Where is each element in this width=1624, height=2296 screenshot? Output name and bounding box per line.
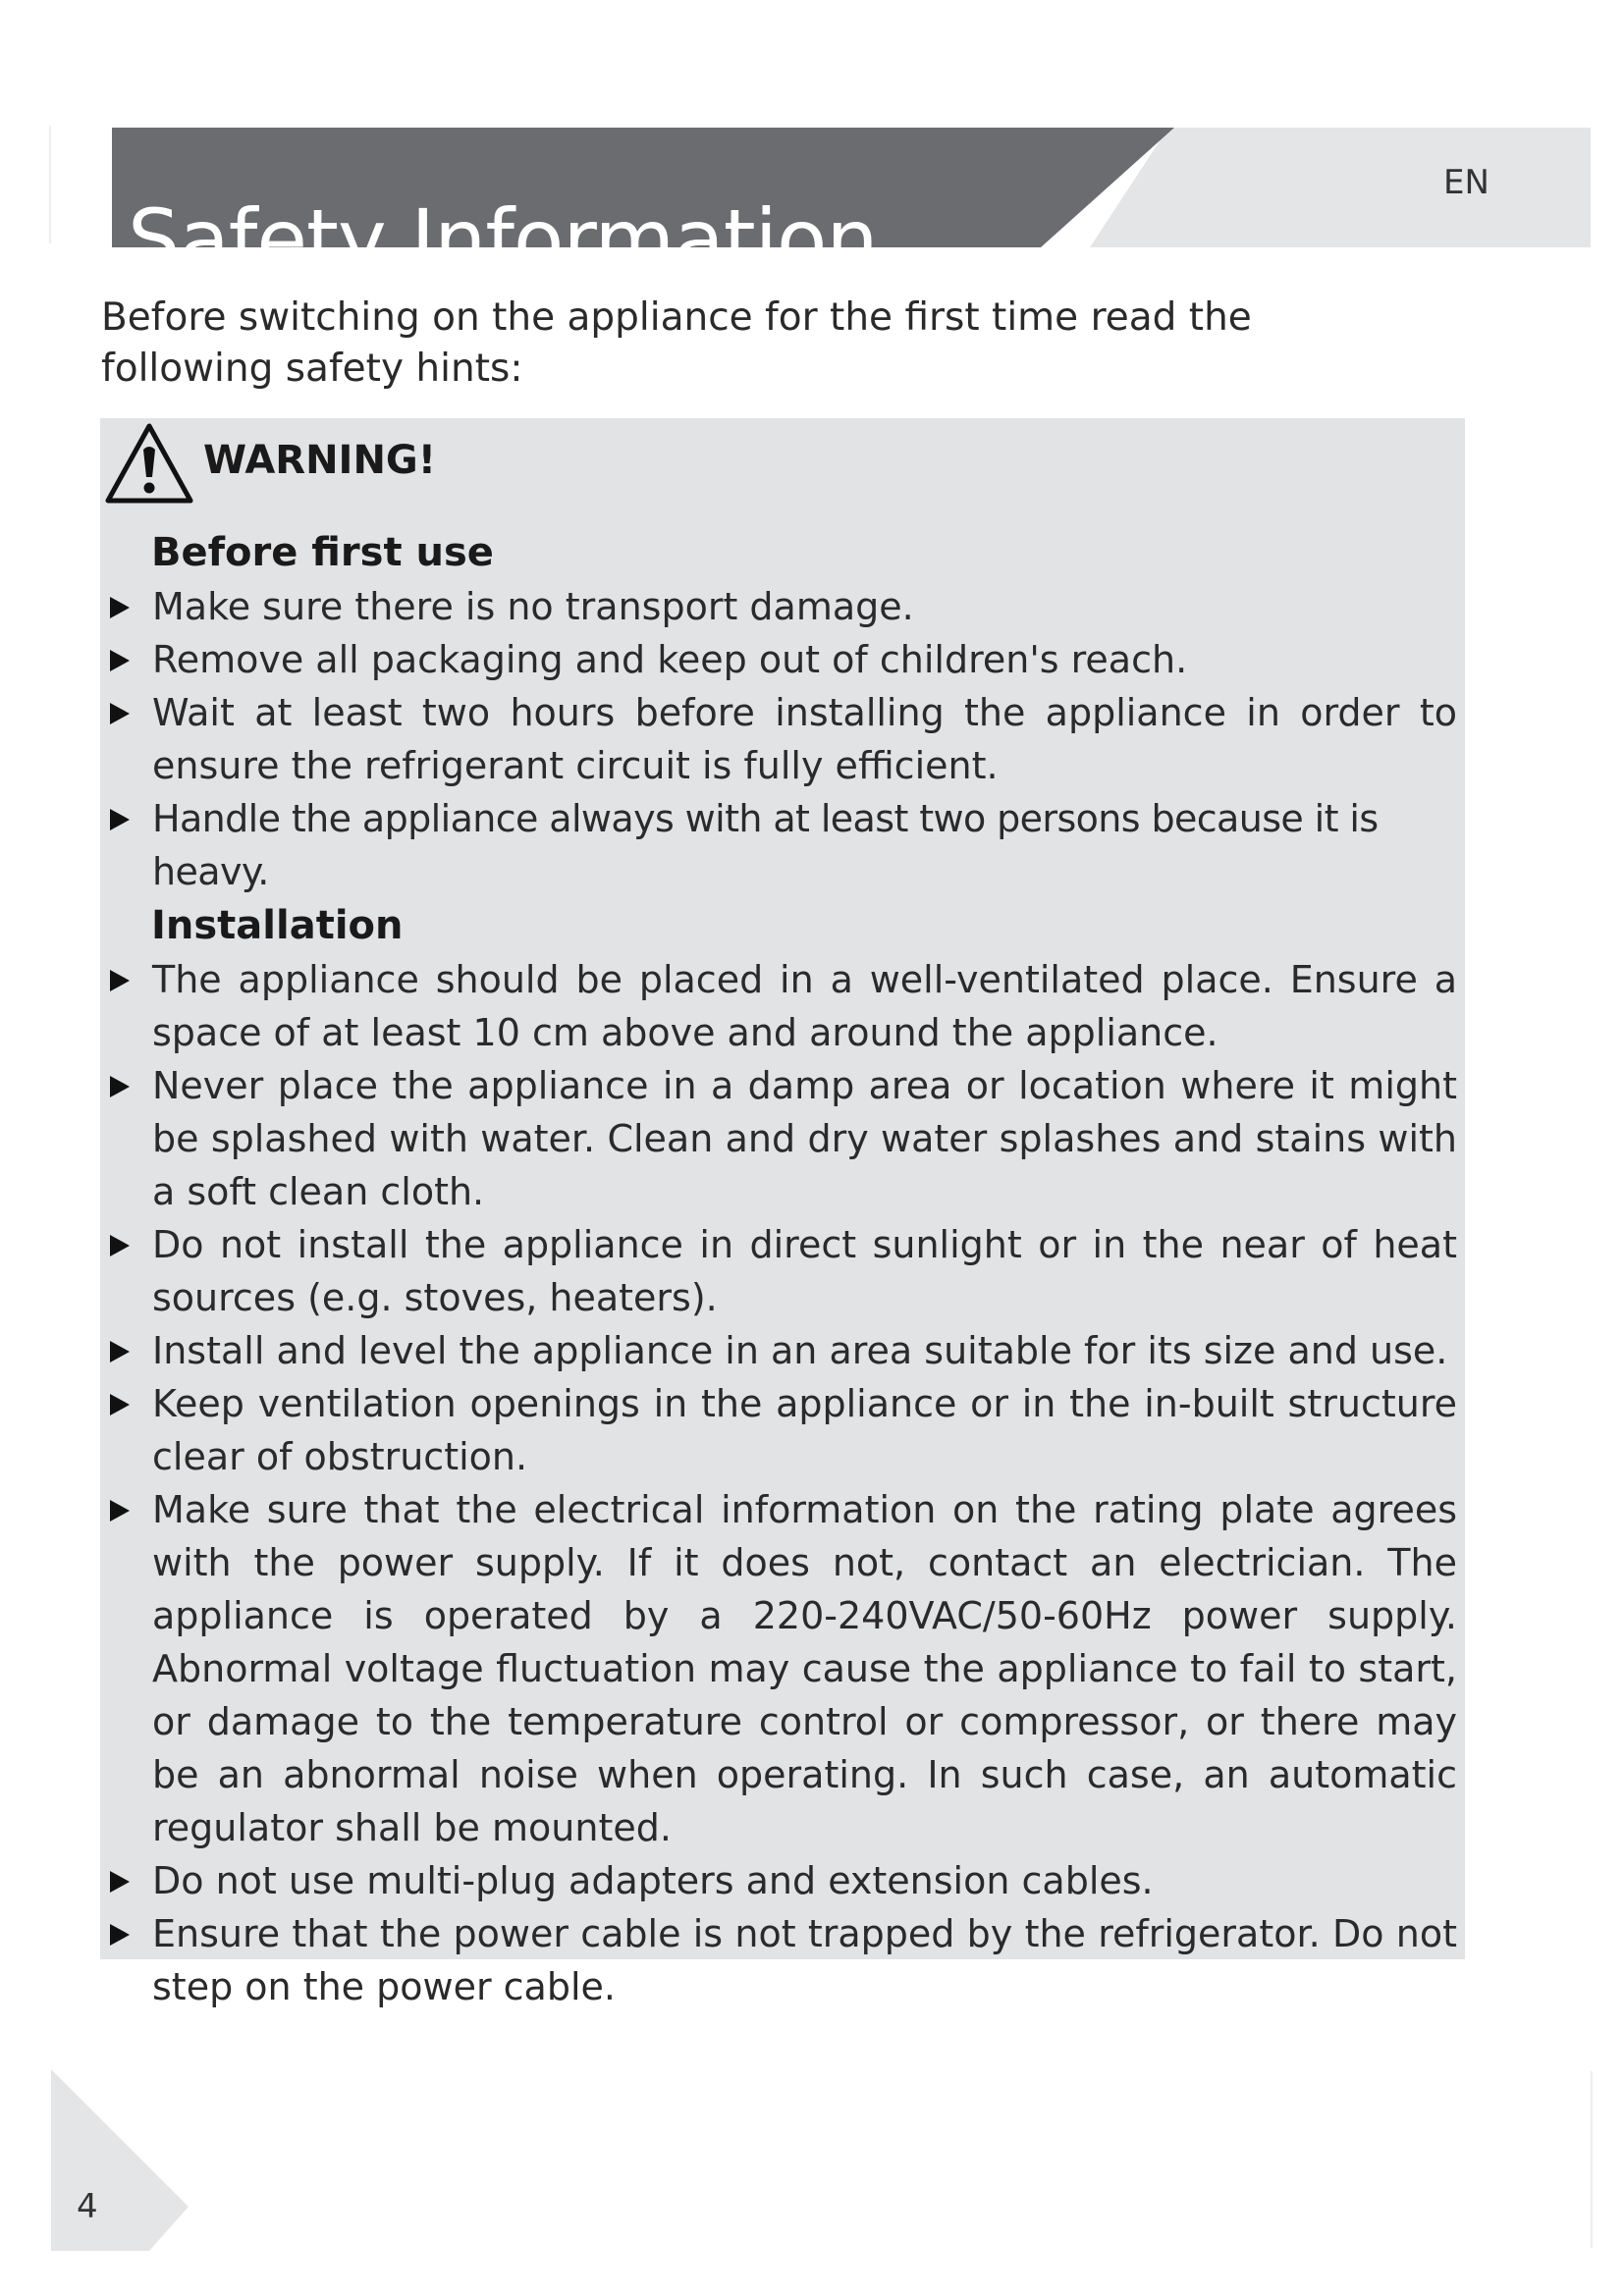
list-item (100, 633, 1465, 686)
section-heading-before-first-use: Before first use (151, 530, 494, 575)
bullet-list-installation (100, 953, 1465, 2013)
list-item (100, 953, 1465, 1059)
list-item-text: Handle the appliance always with at least two persons because it is heavy. (152, 797, 1379, 893)
warning-triangle-icon (104, 420, 198, 507)
bullet-arrow-icon (110, 1871, 130, 1893)
list-item (100, 686, 1465, 792)
list-item-text: Ensure that the power cable is not trapped by the refrigerator. Do not step on the power cable. (152, 1912, 1457, 2008)
warning-title: WARNING! (203, 438, 436, 483)
bullet-arrow-icon (110, 1076, 130, 1097)
list-item (100, 1854, 1465, 1907)
bullet-arrow-icon (110, 1500, 130, 1522)
list-item-text: Do not install the appliance in direct sunlight or in the near of heat sources (e.g. stoves, heaters). (152, 1223, 1457, 1319)
page-number: 4 (77, 2187, 98, 2226)
footer-triangle (51, 2069, 198, 2255)
page-edge-line (1591, 2071, 1593, 2248)
intro-text: Before switching on the appliance for the first time read the following safety hints: (101, 295, 1252, 391)
list-item (100, 1218, 1465, 1324)
list-item (100, 1907, 1465, 2013)
bullet-arrow-icon (110, 1394, 130, 1415)
list-item (100, 792, 1465, 898)
list-item-text: Make sure there is no transport damage. (152, 585, 914, 628)
list-item-text: Do not use multi-plug adapters and extension cables. (152, 1859, 1154, 1902)
bullet-arrow-icon (110, 1924, 130, 1946)
list-item (100, 1059, 1465, 1218)
list-item (100, 1483, 1465, 1854)
list-item-text: Keep ventilation openings in the appliance or in the in-built structure clear of obstruction. (152, 1382, 1457, 1478)
bullet-list-before-first-use (100, 580, 1465, 898)
warning-content (100, 525, 1465, 2013)
section-heading-installation: Installation (151, 903, 404, 948)
bullet-arrow-icon (110, 970, 130, 991)
list-item (100, 580, 1465, 633)
bullet-arrow-icon (110, 650, 130, 671)
bullet-arrow-icon (110, 809, 130, 830)
page-edge-line (49, 126, 51, 243)
list-item-text: Remove all packaging and keep out of children's reach. (152, 638, 1188, 681)
bullet-arrow-icon (110, 1341, 130, 1362)
page-title: Safety Information (128, 191, 878, 289)
list-item (100, 1324, 1465, 1377)
bullet-arrow-icon (110, 597, 130, 618)
list-item (100, 1377, 1465, 1483)
language-label: EN (1443, 163, 1489, 202)
bullet-arrow-icon (110, 1235, 130, 1256)
list-item-text: Never place the appliance in a damp area or location where it might be splashed with water. Clean and dry water splashes and stains with a soft clean cloth. (152, 1064, 1457, 1213)
list-item-text: Install and level the appliance in an area suitable for its size and use. (152, 1329, 1448, 1372)
bullet-arrow-icon (110, 703, 130, 724)
list-item-text: Wait at least two hours before installing the appliance in order to ensure the refrigerant circuit is fully efficient. (152, 691, 1457, 787)
list-item-text: Make sure that the electrical information on the rating plate agrees with the power supply. If it does not, contact an electrician. The appliance is operated by a 220-240VAC/50-60Hz power supply. Abnormal voltage fluctuation may cause the appliance to fail to start, or damage to the temperature control or compressor, or there may be an abnormal noise when operating. In such case, an automatic regulator shall be mounted. (152, 1488, 1457, 1849)
list-item-text: The appliance should be placed in a well-ventilated place. Ensure a space of at least 10 cm above and around the appliance. (152, 958, 1457, 1054)
